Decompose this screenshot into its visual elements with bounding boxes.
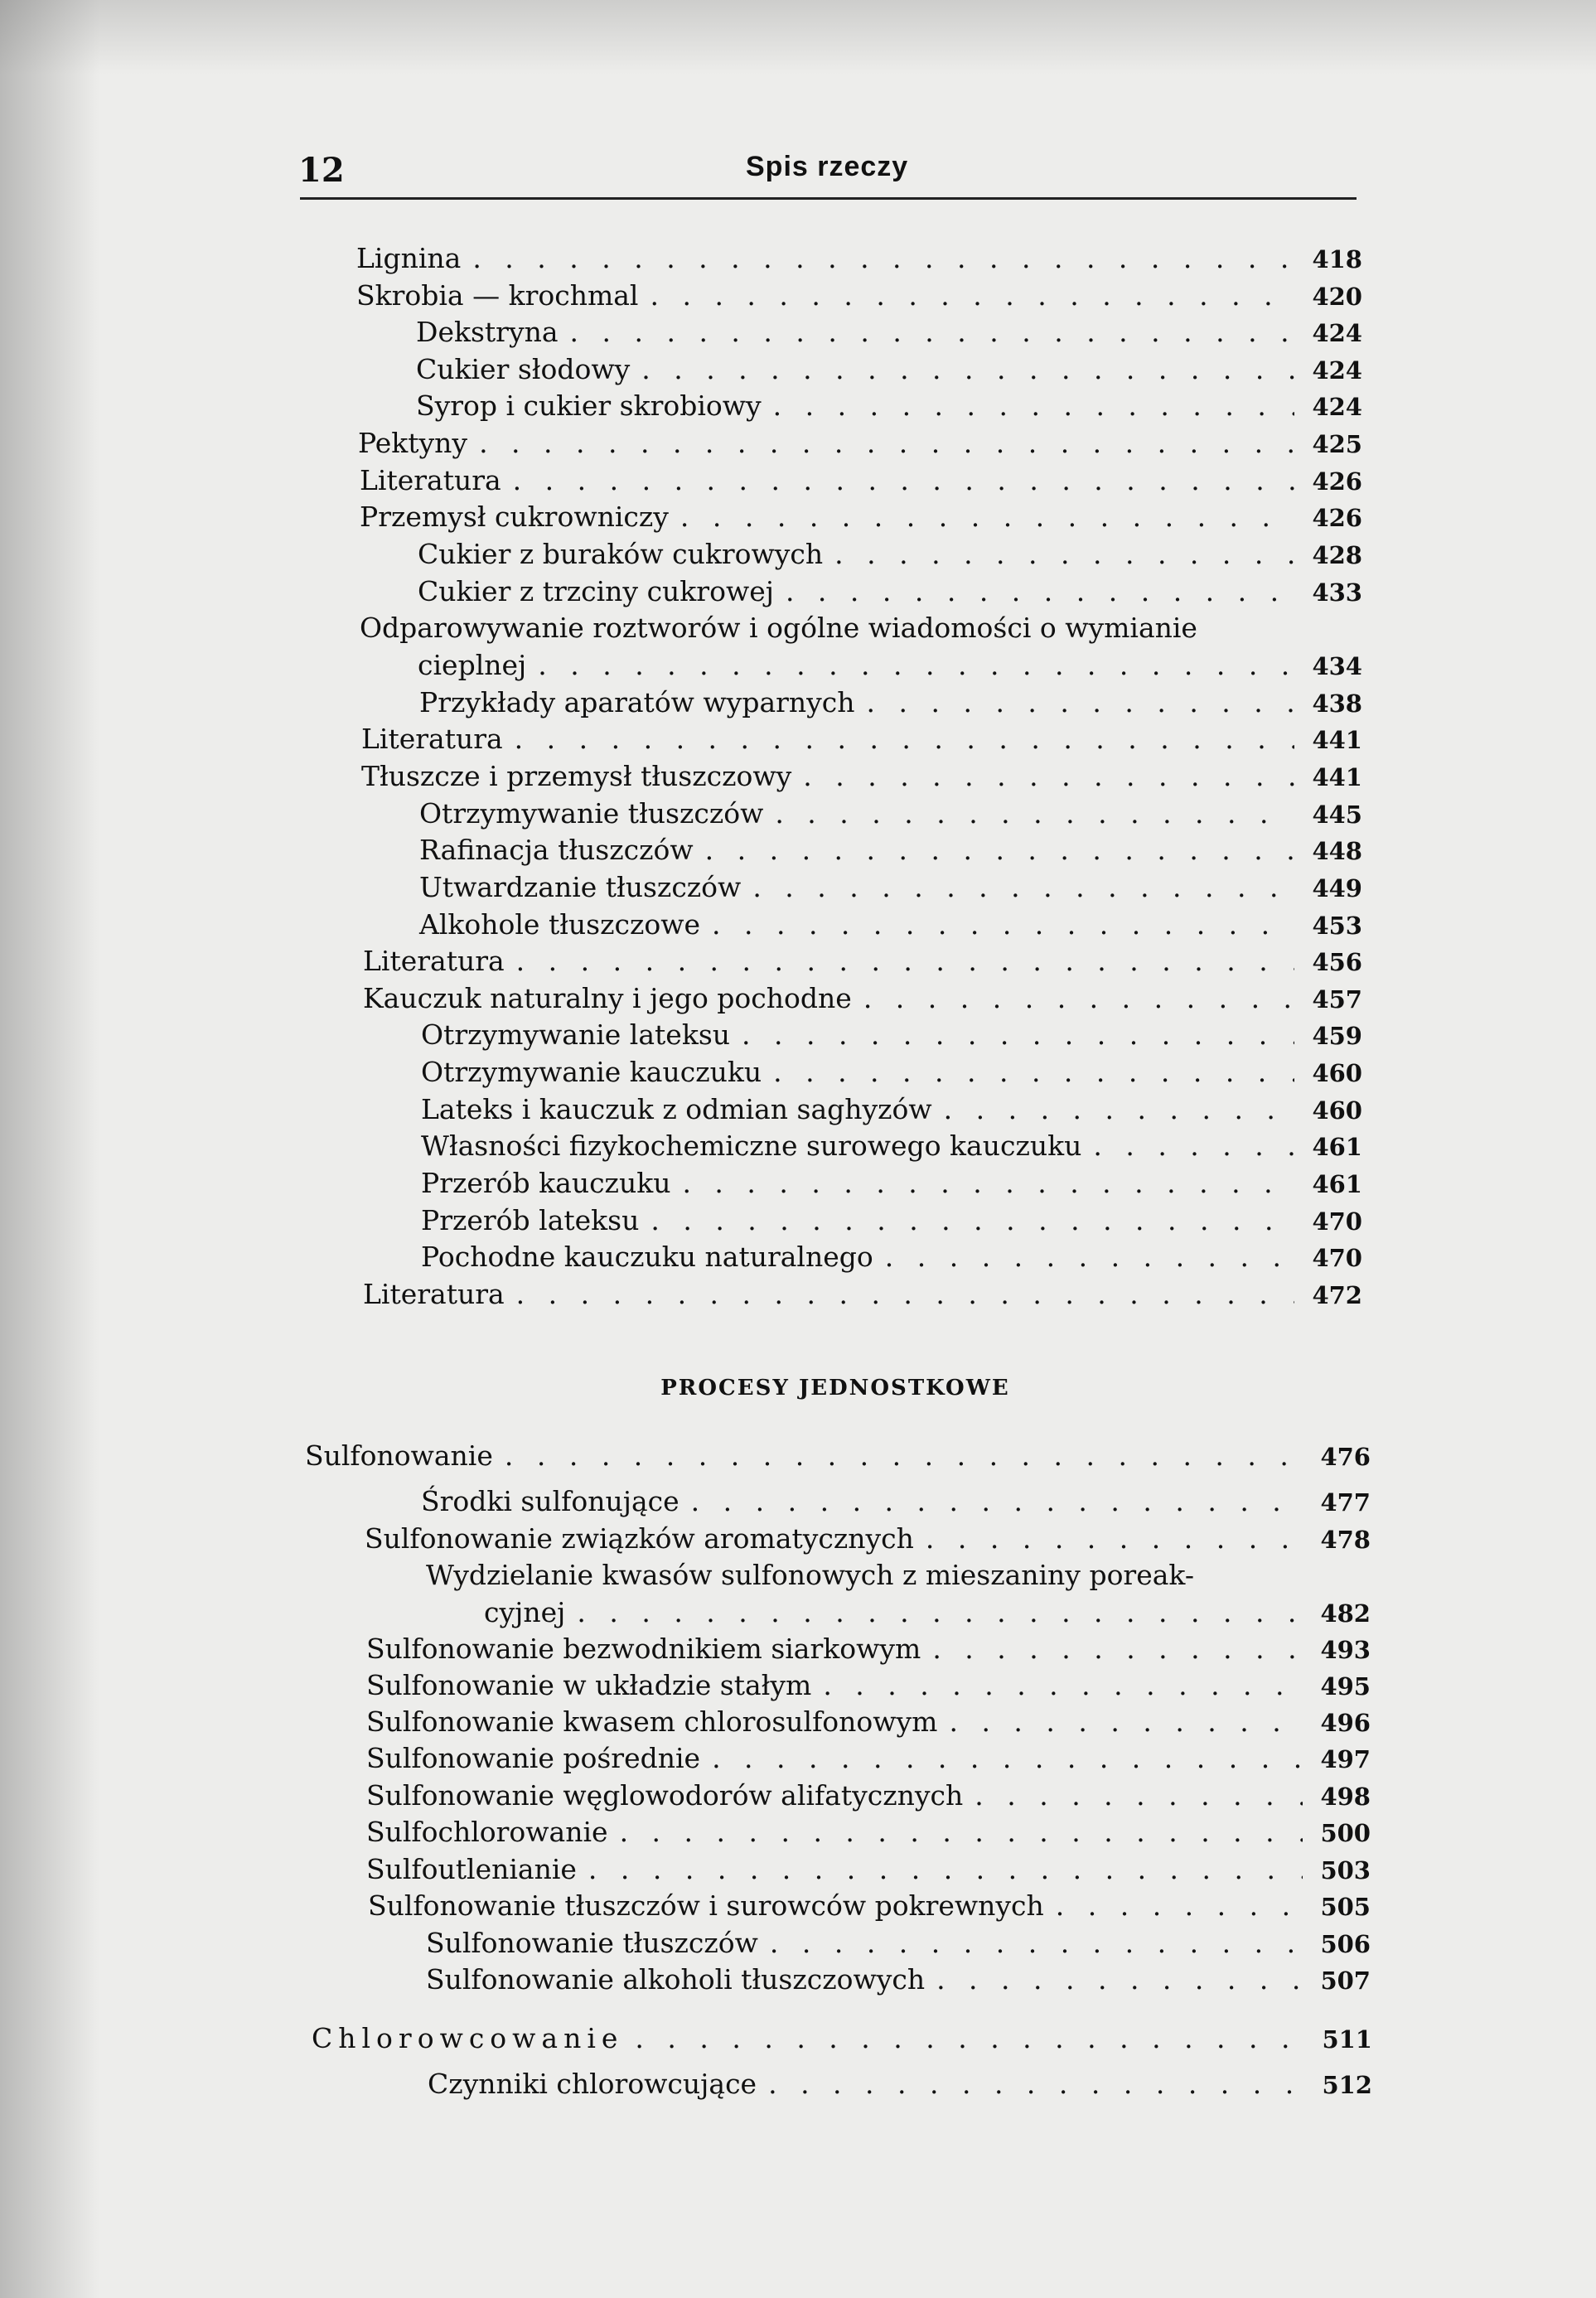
toc-entry [356, 279, 1362, 313]
dot-leader [936, 1963, 1303, 1996]
toc-entry-label: Sulfonowanie tłuszczów i surowców pokrewnych [368, 1889, 1044, 1922]
toc-entry-page: 453 [1312, 912, 1362, 940]
toc-entry [416, 353, 1362, 387]
toc-entry-label: Syrop i cukier skrobiowy [416, 389, 762, 422]
dot-leader [588, 1853, 1303, 1886]
dot-leader [635, 2022, 1304, 2055]
toc-entry [426, 1927, 1371, 1961]
toc-entry-label: Sulfoutlenianie [366, 1853, 577, 1885]
toc-entry-label: Literatura [360, 464, 501, 496]
toc-entry-label: Sulfonowanie w układzie stałym [366, 1669, 812, 1701]
dot-leader [577, 1596, 1303, 1629]
dot-leader [752, 871, 1294, 904]
toc-entry-page: 448 [1312, 837, 1362, 865]
toc-entry-page: 434 [1312, 652, 1362, 680]
toc-entry-page: 470 [1312, 1207, 1362, 1236]
toc-entry-label: Utwardzanie tłuszczów [419, 871, 742, 903]
toc-entry-page: 456 [1312, 948, 1362, 976]
toc-entry [418, 538, 1362, 572]
dot-leader [712, 908, 1294, 941]
dot-leader [823, 1669, 1303, 1702]
toc-entry-page: 460 [1312, 1096, 1362, 1125]
running-title: Spis rzeczy [746, 151, 909, 182]
toc-entry-page: 512 [1322, 2071, 1372, 2099]
toc-entry-page: 496 [1320, 1709, 1371, 1737]
dot-leader [949, 1705, 1303, 1739]
toc-entry-page: 426 [1312, 504, 1362, 532]
section-heading [0, 1376, 1596, 1401]
dot-leader [641, 353, 1294, 386]
dot-leader [705, 834, 1294, 867]
dot-leader [775, 797, 1294, 830]
toc-entry-label: Przerób lateksu [421, 1204, 640, 1236]
dot-leader [768, 2068, 1304, 2101]
dot-leader [712, 1742, 1303, 1775]
toc-entry [421, 1018, 1362, 1052]
toc-entry-page: 426 [1312, 467, 1362, 496]
toc-entry-label: Cukier z trzciny cukrowej [418, 575, 774, 607]
toc-entry-label: Alkohole tłuszczowe [419, 908, 700, 941]
toc-entry-page: 425 [1312, 430, 1362, 458]
dot-leader [863, 982, 1294, 1015]
toc-entry-page: 507 [1320, 1967, 1371, 1995]
toc-entry [428, 2068, 1372, 2102]
toc-entry-page: 476 [1320, 1443, 1371, 1471]
toc-entry-page: 428 [1312, 541, 1362, 569]
toc-entry [363, 1278, 1362, 1312]
toc-entry [366, 1669, 1371, 1703]
toc-entry [366, 1816, 1371, 1850]
toc-entry [419, 686, 1362, 720]
toc-entry [312, 2022, 1372, 2056]
toc-entry-label: cyjnej [484, 1596, 566, 1628]
toc-entry-label: Literatura [363, 1278, 505, 1310]
toc-entry [421, 1167, 1362, 1201]
toc-entry [419, 834, 1362, 868]
toc-entry-page: 445 [1312, 801, 1362, 829]
toc-entry [360, 501, 1362, 535]
toc-entry [356, 242, 1362, 276]
toc-entry-label: Lignina [356, 242, 462, 274]
page-header [298, 151, 1359, 201]
toc-entry-page: 498 [1320, 1783, 1371, 1811]
toc-entry [426, 1963, 1371, 1997]
toc-entry-page: 482 [1320, 1599, 1371, 1628]
toc-entry-label: Literatura [363, 945, 505, 977]
dot-leader [479, 427, 1294, 460]
toc-entry [363, 945, 1362, 979]
toc-entry-label: Sulfonowanie pośrednie [366, 1742, 701, 1774]
dot-leader [650, 279, 1294, 312]
toc-entry [484, 1596, 1371, 1630]
toc-entry-label: Kauczuk naturalny i jego pochodne [363, 982, 852, 1014]
dot-leader [691, 1485, 1303, 1518]
toc-entry [368, 1889, 1371, 1923]
toc-entry-label: Środki sulfonujące [421, 1485, 680, 1517]
toc-entry-page: 461 [1312, 1170, 1362, 1198]
dot-leader [680, 501, 1294, 534]
page-number: 12 [298, 151, 345, 190]
toc-entry [421, 1485, 1371, 1519]
section-heading-text: PROCESY JEDNOSTKOWE [660, 1376, 1010, 1401]
dot-leader [834, 538, 1294, 571]
dot-leader [742, 1018, 1294, 1052]
scan-shadow-left [0, 0, 99, 2298]
toc-entry-label: Sulfonowanie [305, 1439, 493, 1472]
toc-entry-label: Cukier słodowy [416, 353, 631, 385]
toc-entry [418, 575, 1362, 609]
toc-entry-label: Lateks i kauczuk z odmian saghyzów [421, 1093, 932, 1125]
toc-entry-page: 493 [1320, 1636, 1371, 1664]
toc-entry-page: 418 [1312, 245, 1362, 273]
toc-entry [416, 316, 1362, 350]
dot-leader [773, 389, 1294, 423]
toc-entry-page: 441 [1312, 726, 1362, 754]
toc-entry-page: 459 [1312, 1022, 1362, 1050]
dot-leader [515, 723, 1294, 756]
toc-entry-label: Sulfonowanie alkoholi tłuszczowych [426, 1963, 926, 1996]
toc-entry-page: 503 [1320, 1856, 1371, 1884]
dot-leader [516, 1278, 1294, 1311]
dot-leader [926, 1522, 1303, 1555]
toc-entry-page: 495 [1320, 1672, 1371, 1701]
toc-entry-page: 424 [1312, 393, 1362, 421]
toc-entry-page: 460 [1312, 1059, 1362, 1087]
toc-entry [360, 464, 1362, 498]
dot-leader [1056, 1889, 1303, 1923]
toc-entry-page: 438 [1312, 689, 1362, 718]
toc-entry [419, 908, 1362, 942]
toc-entry-label: Dekstryna [416, 316, 559, 348]
toc-entry-label: Sulfochlorowanie [366, 1816, 608, 1848]
toc-entry-label: Tłuszcze i przemysł tłuszczowy [361, 760, 792, 792]
toc-entry-label: Sulfonowanie związków aromatycznych [365, 1522, 914, 1555]
header-rule [300, 197, 1357, 200]
toc-entry-page: 472 [1312, 1281, 1362, 1309]
toc-entry-label: Skrobia — krochmal [356, 279, 639, 312]
toc-entry-page: 449 [1312, 874, 1362, 902]
toc-entry-label: Chlorowcowanie [312, 2022, 624, 2054]
dot-leader [944, 1093, 1294, 1126]
toc-entry-label: Sulfonowanie węglowodorów alifatycznych [366, 1779, 964, 1812]
toc-entry-label: Przykłady aparatów wyparnych [419, 686, 855, 718]
toc-entry [366, 1779, 1371, 1813]
toc-entry [366, 1705, 1371, 1739]
toc-entry-page: 478 [1320, 1526, 1371, 1554]
toc-entry [361, 723, 1362, 757]
toc-entry-label: Odparowywanie roztworów i ogólne wiadomości o wymianie [360, 612, 1197, 644]
toc-entry-page: 420 [1312, 283, 1362, 311]
toc-entry-page: 424 [1312, 319, 1362, 347]
toc-entry-label: Przerób kauczuku [421, 1167, 671, 1199]
toc-entry-page: 457 [1312, 985, 1362, 1014]
toc-entry-page: 477 [1320, 1488, 1371, 1517]
toc-entry [421, 1093, 1362, 1127]
toc-entry-label: Sulfonowanie tłuszczów [426, 1927, 758, 1959]
toc-entry-label: Własności fizykochemiczne surowego kauczuku [421, 1130, 1082, 1162]
toc-entry-page: 497 [1320, 1745, 1371, 1773]
toc-entry [361, 760, 1362, 794]
toc-entry-page: 505 [1320, 1893, 1371, 1921]
toc-entry-label: Rafinacja tłuszczów [419, 834, 694, 866]
toc-entry-label: Pochodne kauczuku naturalnego [421, 1241, 873, 1273]
toc-entry [416, 389, 1362, 423]
scan-shadow-top [0, 0, 1596, 75]
toc-entry-page: 511 [1322, 2025, 1372, 2054]
toc-entry [419, 871, 1362, 905]
toc-entry [365, 1522, 1371, 1556]
toc-entry-page: 441 [1312, 763, 1362, 791]
dot-leader [620, 1816, 1303, 1849]
toc-entry [366, 1742, 1371, 1776]
toc-entry-label: Cukier z buraków cukrowych [418, 538, 824, 570]
toc-entry-label: Sulfonowanie kwasem chlorosulfonowym [366, 1705, 938, 1738]
toc-entry-label: Otrzymywanie kauczuku [421, 1056, 762, 1088]
dot-leader [682, 1167, 1294, 1200]
toc-entry [363, 982, 1362, 1016]
toc-entry [421, 1130, 1362, 1164]
toc-entry-page: 500 [1320, 1819, 1371, 1847]
dot-leader [932, 1633, 1303, 1666]
dot-leader [885, 1241, 1294, 1274]
toc-entry-page: 506 [1320, 1930, 1371, 1958]
toc-entry-label: Przemysł cukrowniczy [360, 501, 669, 533]
dot-leader [538, 649, 1294, 682]
toc-entry-label: cieplnej [418, 649, 527, 681]
toc-entry-label: Pektyny [358, 427, 468, 459]
toc-entry-label: Wydzielanie kwasów sulfonowych z mieszaniny poreak- [426, 1559, 1194, 1591]
toc-entry-page: 433 [1312, 578, 1362, 607]
toc-entry [419, 797, 1362, 831]
dot-leader [516, 945, 1294, 978]
dot-leader [513, 464, 1294, 497]
dot-leader [1093, 1130, 1294, 1163]
toc-entry-label: Otrzymywanie tłuszczów [419, 797, 764, 830]
toc-entry [366, 1853, 1371, 1887]
toc-entry-page: 461 [1312, 1133, 1362, 1161]
toc-entry-label: Sulfonowanie bezwodnikiem siarkowym [366, 1633, 921, 1665]
dot-leader [472, 242, 1294, 275]
toc-entry [418, 649, 1362, 683]
toc-entry [358, 427, 1362, 461]
dot-leader [505, 1439, 1303, 1473]
toc-entry-page: 424 [1312, 356, 1362, 385]
dot-leader [773, 1056, 1294, 1089]
toc-entry [421, 1056, 1362, 1090]
toc-entry [421, 1241, 1362, 1275]
toc-entry-label: Literatura [361, 723, 503, 755]
dot-leader [867, 686, 1294, 719]
toc-entry-label: Otrzymywanie lateksu [421, 1018, 731, 1051]
toc-entry [366, 1633, 1371, 1667]
toc-entry [421, 1204, 1362, 1238]
toc-entry-page: 470 [1312, 1244, 1362, 1272]
dot-leader [570, 316, 1294, 349]
dot-leader [770, 1927, 1303, 1960]
dot-leader [786, 575, 1294, 608]
dot-leader [650, 1204, 1294, 1237]
dot-leader [803, 760, 1294, 793]
toc-entry [305, 1439, 1371, 1473]
toc-entry-label: Czynniki chlorowcujące [428, 2068, 757, 2100]
dot-leader [975, 1779, 1303, 1812]
